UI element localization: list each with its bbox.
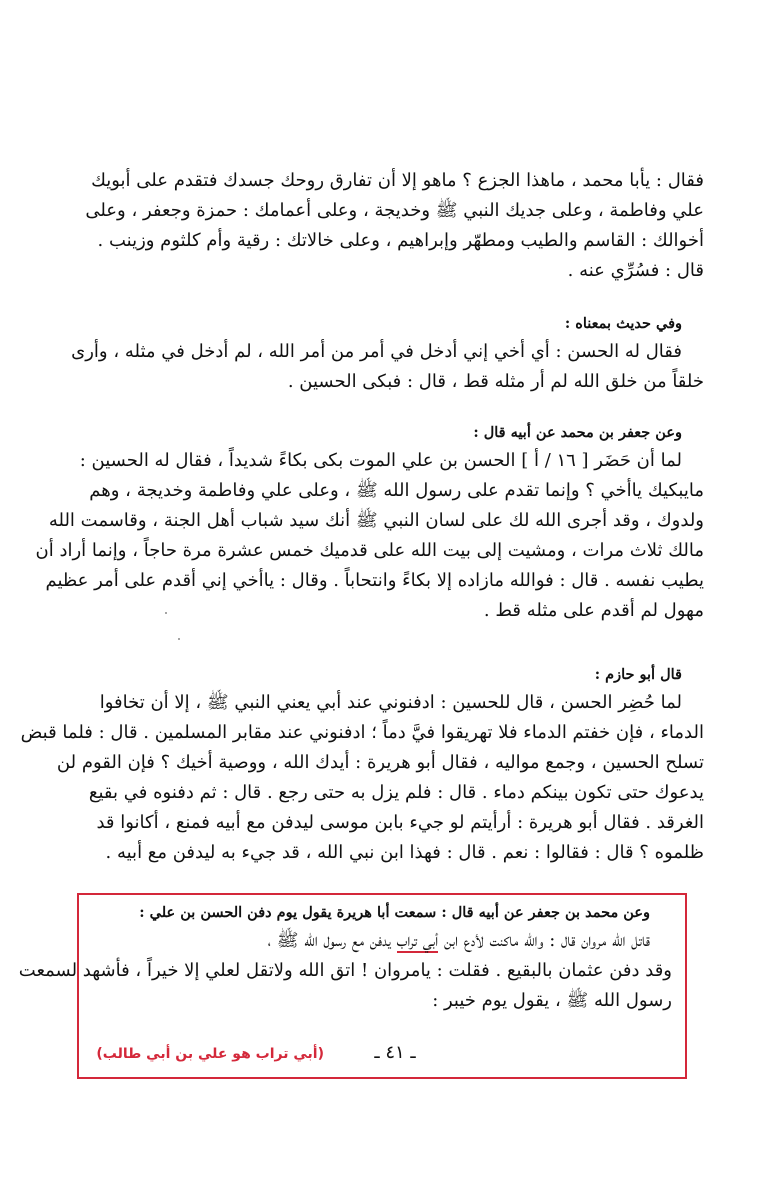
- annotation-note: (أبي تراب هو علي بن أبي طالب): [96, 1046, 324, 1062]
- text-line: [96, 926, 672, 956]
- section-heading: وعن جعفر بن محمد عن أبيه قال :: [473, 424, 682, 441]
- text-line: ولدوك ، وقد أجرى الله لك على لسان النبي ﷺ أنك سيد شباب أهل الجنة ، وقاسمت الله: [48, 510, 704, 531]
- page-number: ـ ٤١ ـ: [374, 1042, 416, 1063]
- text-line: لما أن حَضَر [ ١٦ / أ ] الحسن بن علي الموت بكى بكاءً شديداً ، فقال له الحسين :: [79, 450, 682, 471]
- text-line: قال : فسُرِّي عنه .: [567, 260, 704, 281]
- text-line: الدماء ، فإن خفتم الدماء فلا تهريقوا فيَّ دماً ؛ ادفنوني عند مقابر المسلمين . قال : فلما قبض: [20, 722, 704, 743]
- text-line: علي وفاطمة ، وعلى جديك النبي ﷺ وخديجة ، وعلى أعمامك : حمزة وجعفر ، وعلى: [85, 200, 704, 221]
- text-line: فقال له الحسن : أي أخي إني أدخل في أمر من أمر الله ، لم أدخل في مثله ، وأرى: [71, 341, 682, 362]
- text-line: لما حُضِر الحسن ، قال للحسين : ادفنوني عند أبي يعني النبي ﷺ ، إلا أن تخافوا: [99, 692, 682, 713]
- text-line: تسلح الحسين ، وجمع مواليه ، فقال أبو هريرة : أيدك الله ، ووصية أخيك ؟ فإن القوم لن: [56, 752, 704, 773]
- paragraph-consolation: [85, 166, 704, 286]
- paragraph-abu-hazim: [20, 662, 704, 868]
- scan-speck: [178, 638, 180, 640]
- text-line: مهول لم أقدم على مثله قط .: [483, 600, 704, 621]
- scan-speck: [165, 612, 167, 614]
- text-line: أخوالك : القاسم والطيب ومطهّر وإبراهيم ، وعلى خالاتك : رقية وأم كلثوم وزينب .: [97, 230, 704, 251]
- line-text-after: يدفن مع رسول الله ﷺ ،: [267, 930, 397, 951]
- text-line: ظلموه ؟ قال : فقالوا : نعم . قال : فهذا ابن نبي الله ، قد جيء به ليدفن مع أبيه .: [105, 842, 704, 863]
- text-line: مايبكيك ياأخي ؟ وإنما تقدم على رسول الله ﷺ ، وعلى علي وفاطمة وخديجة ، وهم: [89, 480, 704, 501]
- section-heading: وعن محمد بن جعفر عن أبيه قال : سمعت أبا هريرة يقول يوم دفن الحسن بن علي :: [139, 904, 650, 921]
- text-line: يدعوك حتى تكون بينكم دماء . قال : فلم يزل به حتى رجع . قال : ثم دفنوه في بقيع: [88, 782, 704, 803]
- section-heading: وفي حديث بمعناه :: [564, 315, 682, 332]
- text-line: رسول الله ﷺ ، يقول يوم خيبر :: [432, 990, 672, 1011]
- text-line: خلقاً من خلق الله لم أر مثله قط ، قال : فبكى الحسين .: [287, 371, 704, 392]
- paragraph-jafar-narration: [35, 420, 704, 626]
- paragraph-highlighted-narration: [18, 900, 672, 1016]
- text-line: وقد دفن عثمان بالبقيع . فقلت : يامروان ! اتق الله ولاتقل لعلي إلا خيراً ، فأشهد لسمعت: [18, 960, 672, 981]
- text-line: يطيب نفسه . قال : فوالله مازاده إلا بكاءً وانتحاباً . وقال : ياأخي إني أقدم على أمر عظيم: [45, 570, 704, 591]
- text-line: فقال : يأبا محمد ، ماهذا الجزع ؟ ماهو إلا أن تفارق روحك جسدك فتقدم على أبويك: [91, 170, 704, 191]
- text-line: الغرقد . فقال أبو هريرة : أرأيتم لو جيء بابن موسى ليدفن مع أبيه فمنع ، أكانوا قد: [96, 812, 704, 833]
- section-heading: قال أبو حازم :: [594, 666, 682, 683]
- text-line: مالك ثلاث مرات ، ومشيت إلى بيت الله على قدميك خمس عشرة مرة حاجاً ، وإنما أراد أن: [35, 540, 704, 561]
- line-text-before: قاتل الله مروان قال : والله ماكنت لأدع ابن: [438, 930, 650, 951]
- underlined-phrase: أبي تراب: [396, 930, 439, 951]
- paragraph-similar-hadith: [71, 311, 704, 397]
